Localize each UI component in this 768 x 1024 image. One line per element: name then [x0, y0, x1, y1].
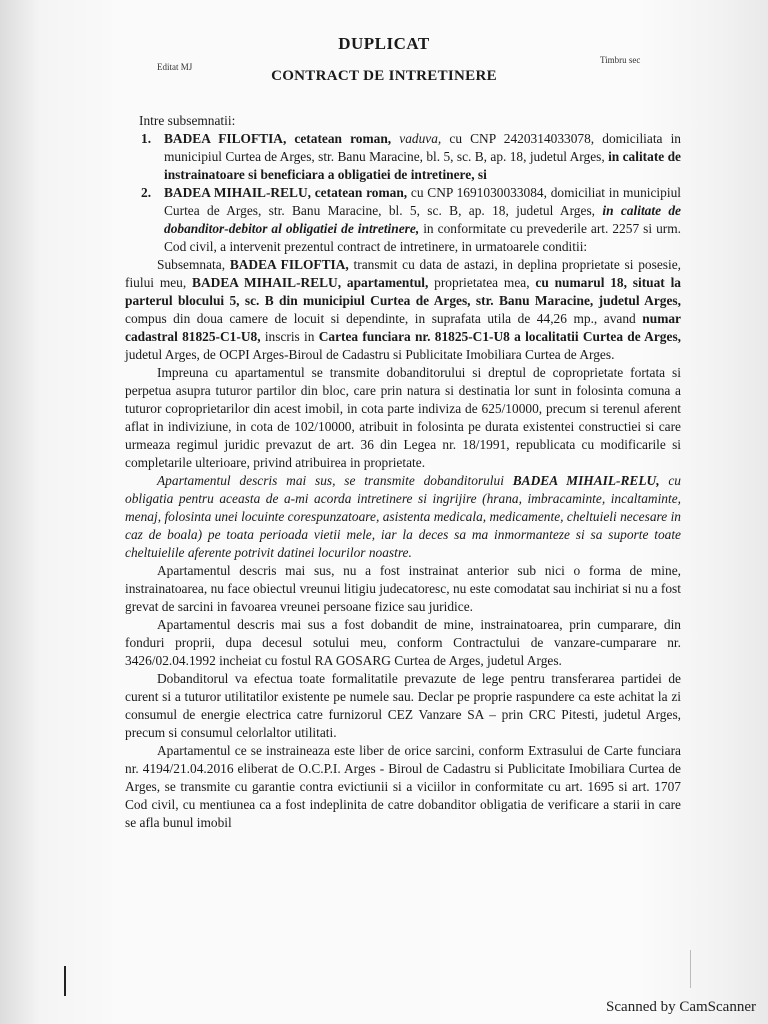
- party-1-number: 1.: [141, 131, 152, 146]
- party-2: [125, 184, 681, 256]
- para1-bold-3: cu numarul 18, situat la parterul blocului 5, sc. B din municipiul Curtea de Arges, str. Banu Maracine, judetul Arges,: [125, 275, 681, 308]
- party-2-role: in calitate de dobanditor-debitor al obligatiei de intretinere,: [164, 203, 681, 236]
- para1-text-4: compus din doua camere de locuit si dependinte, in suprafata utila de 44,26 mp., avand: [125, 311, 636, 326]
- para1-text-6: judetul Arges, de OCPI Arges-Biroul de Cadastru si Publicitate Imobiliara Curtea de Arges.: [125, 347, 615, 362]
- party-1: [125, 130, 681, 184]
- stamp-note: Timbru sec: [600, 55, 641, 65]
- paragraph-obligation: [125, 472, 681, 562]
- party-2-number: 2.: [141, 185, 152, 200]
- para1-bold-2: BADEA MIHAIL-RELU, apartamentul,: [192, 275, 429, 290]
- party-1-name: BADEA FILOFTIA, cetatean roman,: [164, 131, 392, 146]
- paragraph-encumbrances: Apartamentul ce se instraineaza este liber de orice sarcini, conform Extrasului de Carte funciara nr. 4194/21.04.2016 eliberat de O.C.P.I. Arges - Biroul de Cadastru si Publicitate Imobiliara Curtea de Arges, se transmite cu garantie contra evictiunii si a viciilor in conformitate cu art. 1695 si art. 1707 Cod civil, cu mentiunea ca a fost indeplinita de catre dobanditor obligatia de verificare a starii in care se afla bunul imobil: [125, 743, 681, 830]
- para3-bold-1: BADEA MIHAIL-RELU,: [512, 473, 660, 488]
- paragraph-acquisition: Apartamentul descris mai sus a fost dobandit de mine, instrainatoarea, prin cumparare, din fonduri proprii, dupa decesul sotului meu, conform Contractului de vanzare-cumparare nr. 3426/02.04.1992 incheiat cu fostul RA GOSARG Curtea de Arges, judetul Arges.: [125, 617, 681, 668]
- para1-text-5: inscris in: [264, 329, 315, 344]
- paragraph-transfer: [125, 256, 681, 364]
- para1-bold-4: numar cadastral 81825-C1-U8,: [125, 311, 681, 344]
- para1-text-1: Subsemnata,: [157, 257, 226, 272]
- party-2-conditions: in conformitate cu prevederile art. 2257 si urm. Cod civil, a intervenit prezentul contract de intretinere, in urmatoarele conditii:: [164, 221, 681, 254]
- paragraph-coownership: Impreuna cu apartamentul se transmite dobanditorului si dreptul de coproprietate fortata si perpetua asupra tuturor partilor din bloc, care prin natura si destinatia lor sunt in folosinta comuna a tuturor coproprietarilor din acest imobil, in cota parte indiviza de 625/10000, precum si terenul aferent aflat in indiviziune, in cota de 102/10000, atribuit in folosinta pe durata existentei constructiei si care urmeaza regimul juridic prevazut de art. 36 din Legea nr. 18/1991, republicata cu modificarile si completarile ulterioare, privind atribuirea in proprietate.: [125, 365, 681, 470]
- intro-line: Intre subsemnatii:: [139, 113, 236, 128]
- party-1-details: cu CNP 2420314033078, domiciliata in municipiul Curtea de Arges, str. Banu Maracine, bl. 5, sc. B, ap. 18, judetul Arges,: [164, 131, 682, 164]
- document-title: DUPLICAT: [338, 34, 430, 53]
- contract-body: [125, 112, 681, 832]
- scan-margin-mark: [64, 966, 66, 996]
- party-2-name: BADEA MIHAIL-RELU, cetatean roman,: [164, 185, 408, 200]
- party-1-role: in calitate de instrainatoare si beneficiara a obligatiei de intretinere, si: [164, 149, 681, 182]
- para3-text-2: cu obligatia pentru aceasta de a-mi acorda intretinere si ingrijire (hrana, imbracaminte, incaltaminte, menaj, folosinta unei locuinte corespunzatoare, asistenta medicala, medicamente, cheltuieli necesare in caz de boala) pe toata perioada vietii mele, iar la deces sa ma inmormanteze si sa suporte toate cheltuielile aferente potrivit datinei locurilor noastre.: [125, 473, 681, 560]
- para1-bold-1: BADEA FILOFTIA,: [229, 257, 349, 272]
- para3-text-1: Apartamentul descris mai sus, se transmite dobanditorului: [157, 473, 504, 488]
- party-2-details: cu CNP 1691030033084, domiciliat in municipiul Curtea de Arges, str. Banu Maracine, bl. 5, sc. B, ap. 18, judetul Arges,: [164, 185, 681, 218]
- para1-text-2: transmit cu data de astazi, in deplina proprietate si posesie, fiului meu,: [125, 257, 681, 290]
- camscanner-watermark: Scanned by CamScanner: [606, 999, 756, 1015]
- para1-bold-5: Cartea funciara nr. 81825-C1-U8 a localitatii Curtea de Arges,: [318, 329, 681, 344]
- paragraph-utilities: Dobanditorul va efectua toate formalitatile prevazute de lege pentru transferarea partidei de curent si a tuturor utilitatilor existente pe numele sau. Declar pe proprie raspundere ca este achitat la zi consumul de energie electrica catre furnizorul CEZ Vanzare SA – prin CRC Pitesti, judetul Arges, precum si consumul celorlaltor utilitati.: [125, 671, 681, 740]
- para1-text-3: proprietatea mea,: [434, 275, 530, 290]
- paragraph-not-alienated: Apartamentul descris mai sus, nu a fost instrainat anterior sub nici o forma de mine, instrainatoarea, nu face obiectul vreunui litigiu judecatoresc, nu este comodatat sau inchiriat si nu a fost grevat de sarcini in favoarea vreunei persoane fizice sau juridice.: [125, 563, 681, 614]
- party-1-status: vaduva,: [399, 131, 442, 146]
- edit-note: Editat MJ: [157, 62, 193, 72]
- document-subtitle: CONTRACT DE INTRETINERE: [271, 68, 497, 84]
- scan-edge-mark: [690, 950, 691, 988]
